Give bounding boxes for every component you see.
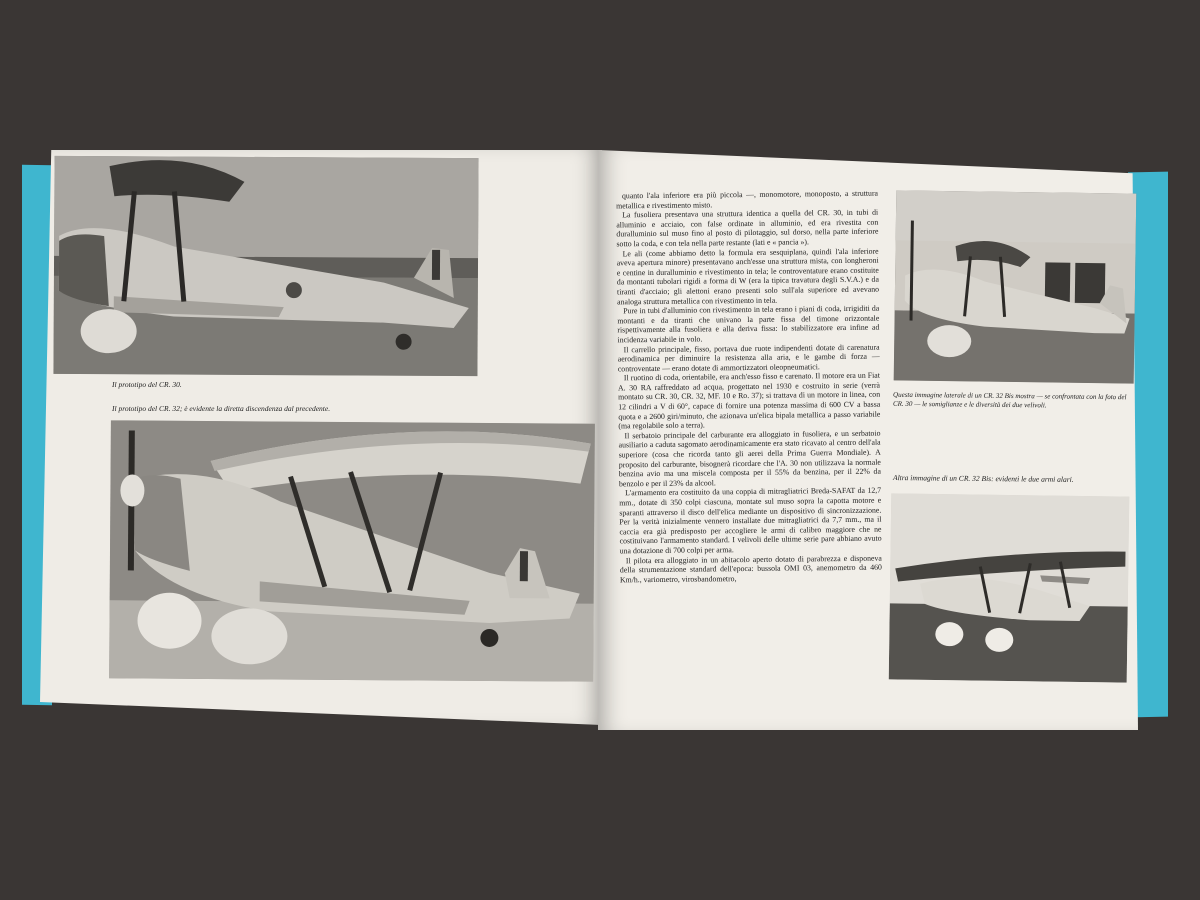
cr30-prototype-photo [53, 156, 478, 376]
cr32bis-side-photo [894, 190, 1137, 383]
paragraph: Il pilota era alloggiato in un abitacolo aperto dotato di parabrezza e disponeva della strumentazione standard dell'epoca: bussola OMI 03, anemometro da 460 Km/h., variometro, virosbandometro, [619, 553, 882, 585]
cr32-prototype-photo [109, 420, 595, 681]
paragraph: quanto l'ala inferiore era più piccola —, monomotore, monoposto, a struttura metallica e rivestimento misto. [616, 188, 879, 210]
paragraph: Il carrello principale, fisso, portava due ruote indipendenti dotate di carenatura aerodinamica per diminuire la resistenza alla aria, e le gambe di forza — controventate — erano dotate di ammortizzatori oleopneumatici. [617, 342, 880, 374]
caption-cr30: Il prototipo del CR. 30. [112, 380, 182, 389]
paragraph: Il ruotino di coda, orientabile, era anch'esso fisso e carenato. Il motore era un Fiat A. 30 RA raffreddato ad acqua, progettato nel 1930 e costruito in serie (verrà montato su CR. 30, CR. 32, MF. 10 e Ro. 37); si trattava di un motore in linea, con 12 cilindri a V di 60°, capace di fornire una potenza massima di 600 CV a bassa quota e a 2600 giri/minuto, che azionava un'elica bipala metallica a passo variabile (ma regolabile solo a terra). [617, 370, 881, 431]
article-text [616, 189, 882, 585]
paragraph: L'armamento era costituito da una coppia di mitragliatrici Breda-SAFAT da 12,7 mm., dotate di 350 colpi ciascuna, montate sul muso sopra la capotta motore e sparanti attraverso il disco dell'elica mediante un dispositivo di sincronizzazione. Per la verità inizialmente vennero installate due mitragliatrici da 7,7 mm., ma il caccia era già predisposto per accogliere le armi di calibro maggiore che ne costituivano l'armamento standard. I velivoli delle ultime serie pare abbiano avuto una dotazione di 700 colpi per arma. [619, 486, 882, 556]
caption-cr32bis-side: Questa immagine laterale di un CR. 32 Bis mostra — se confrontata con la foto del CR. 30 — le somiglianze e le diversità dei due velivoli. [892, 390, 1127, 410]
paragraph: Il serbatoio principale del carburante era alloggiato in fusoliera, e un serbatoio ausiliario a caduta sagomato aerodinamicamente era stato ricavato al centro dell'ala superiore (cosa che ricorda tanto gli aerei della Prima Guerra Mondiale). A proposito del carburante, bisognerà ricordare che l'A. 30 non utilizzava la normale benzina avio ma una miscela composta per il 55% da benzina, per il 22% da benzolo e per il 23% da alcool. [618, 428, 881, 489]
paragraph: Pure in tubi d'alluminio con rivestimento in tela erano i piani di coda, irrigiditi da montanti e da tiranti che univano la parte fissa del timone orizzontale rispettivamente alla fusoliera e alla deriva fissa: lo stabilizzatore era infine ad incidenza variabile in volo. [617, 303, 880, 345]
cr32bis-flight-photo [889, 493, 1130, 682]
caption-cr32-prototype: Il prototipo del CR. 32; è evidente la diretta discendenza dal precedente. [112, 404, 331, 413]
paragraph: La fusoliera presentava una struttura identica a quella del CR. 30, in tubi di alluminio e acciaio, con false ordinate in alluminio, ed era rivestita con duralluminio sul muso fino al posto di pilotaggio, sul dorso, nella parte inferiore sotto la coda, e con tela nella parte restante (lati e « pancia »). [616, 207, 879, 249]
caption-cr32bis-wings: Altra immagine di un CR. 32 Bis: evidenti le due armi alari. [892, 473, 1074, 484]
paragraph: Le ali (come abbiamo detto la formula era sesquiplana, quindi l'ala inferiore aveva apertura minore) presentavano anch'esse una struttura mista, con longheroni e centine in duralluminio e rivestimento in tela; le controventature erano costituite da montanti tubolari rigidi a forma di W (era la tipica travatura degli S.V.A.) e da tiranti d'acciaio; gli alettoni erano presenti solo sull'ala superiore ed avevano analoga struttura metallica con rivestimento in tela. [616, 246, 880, 306]
